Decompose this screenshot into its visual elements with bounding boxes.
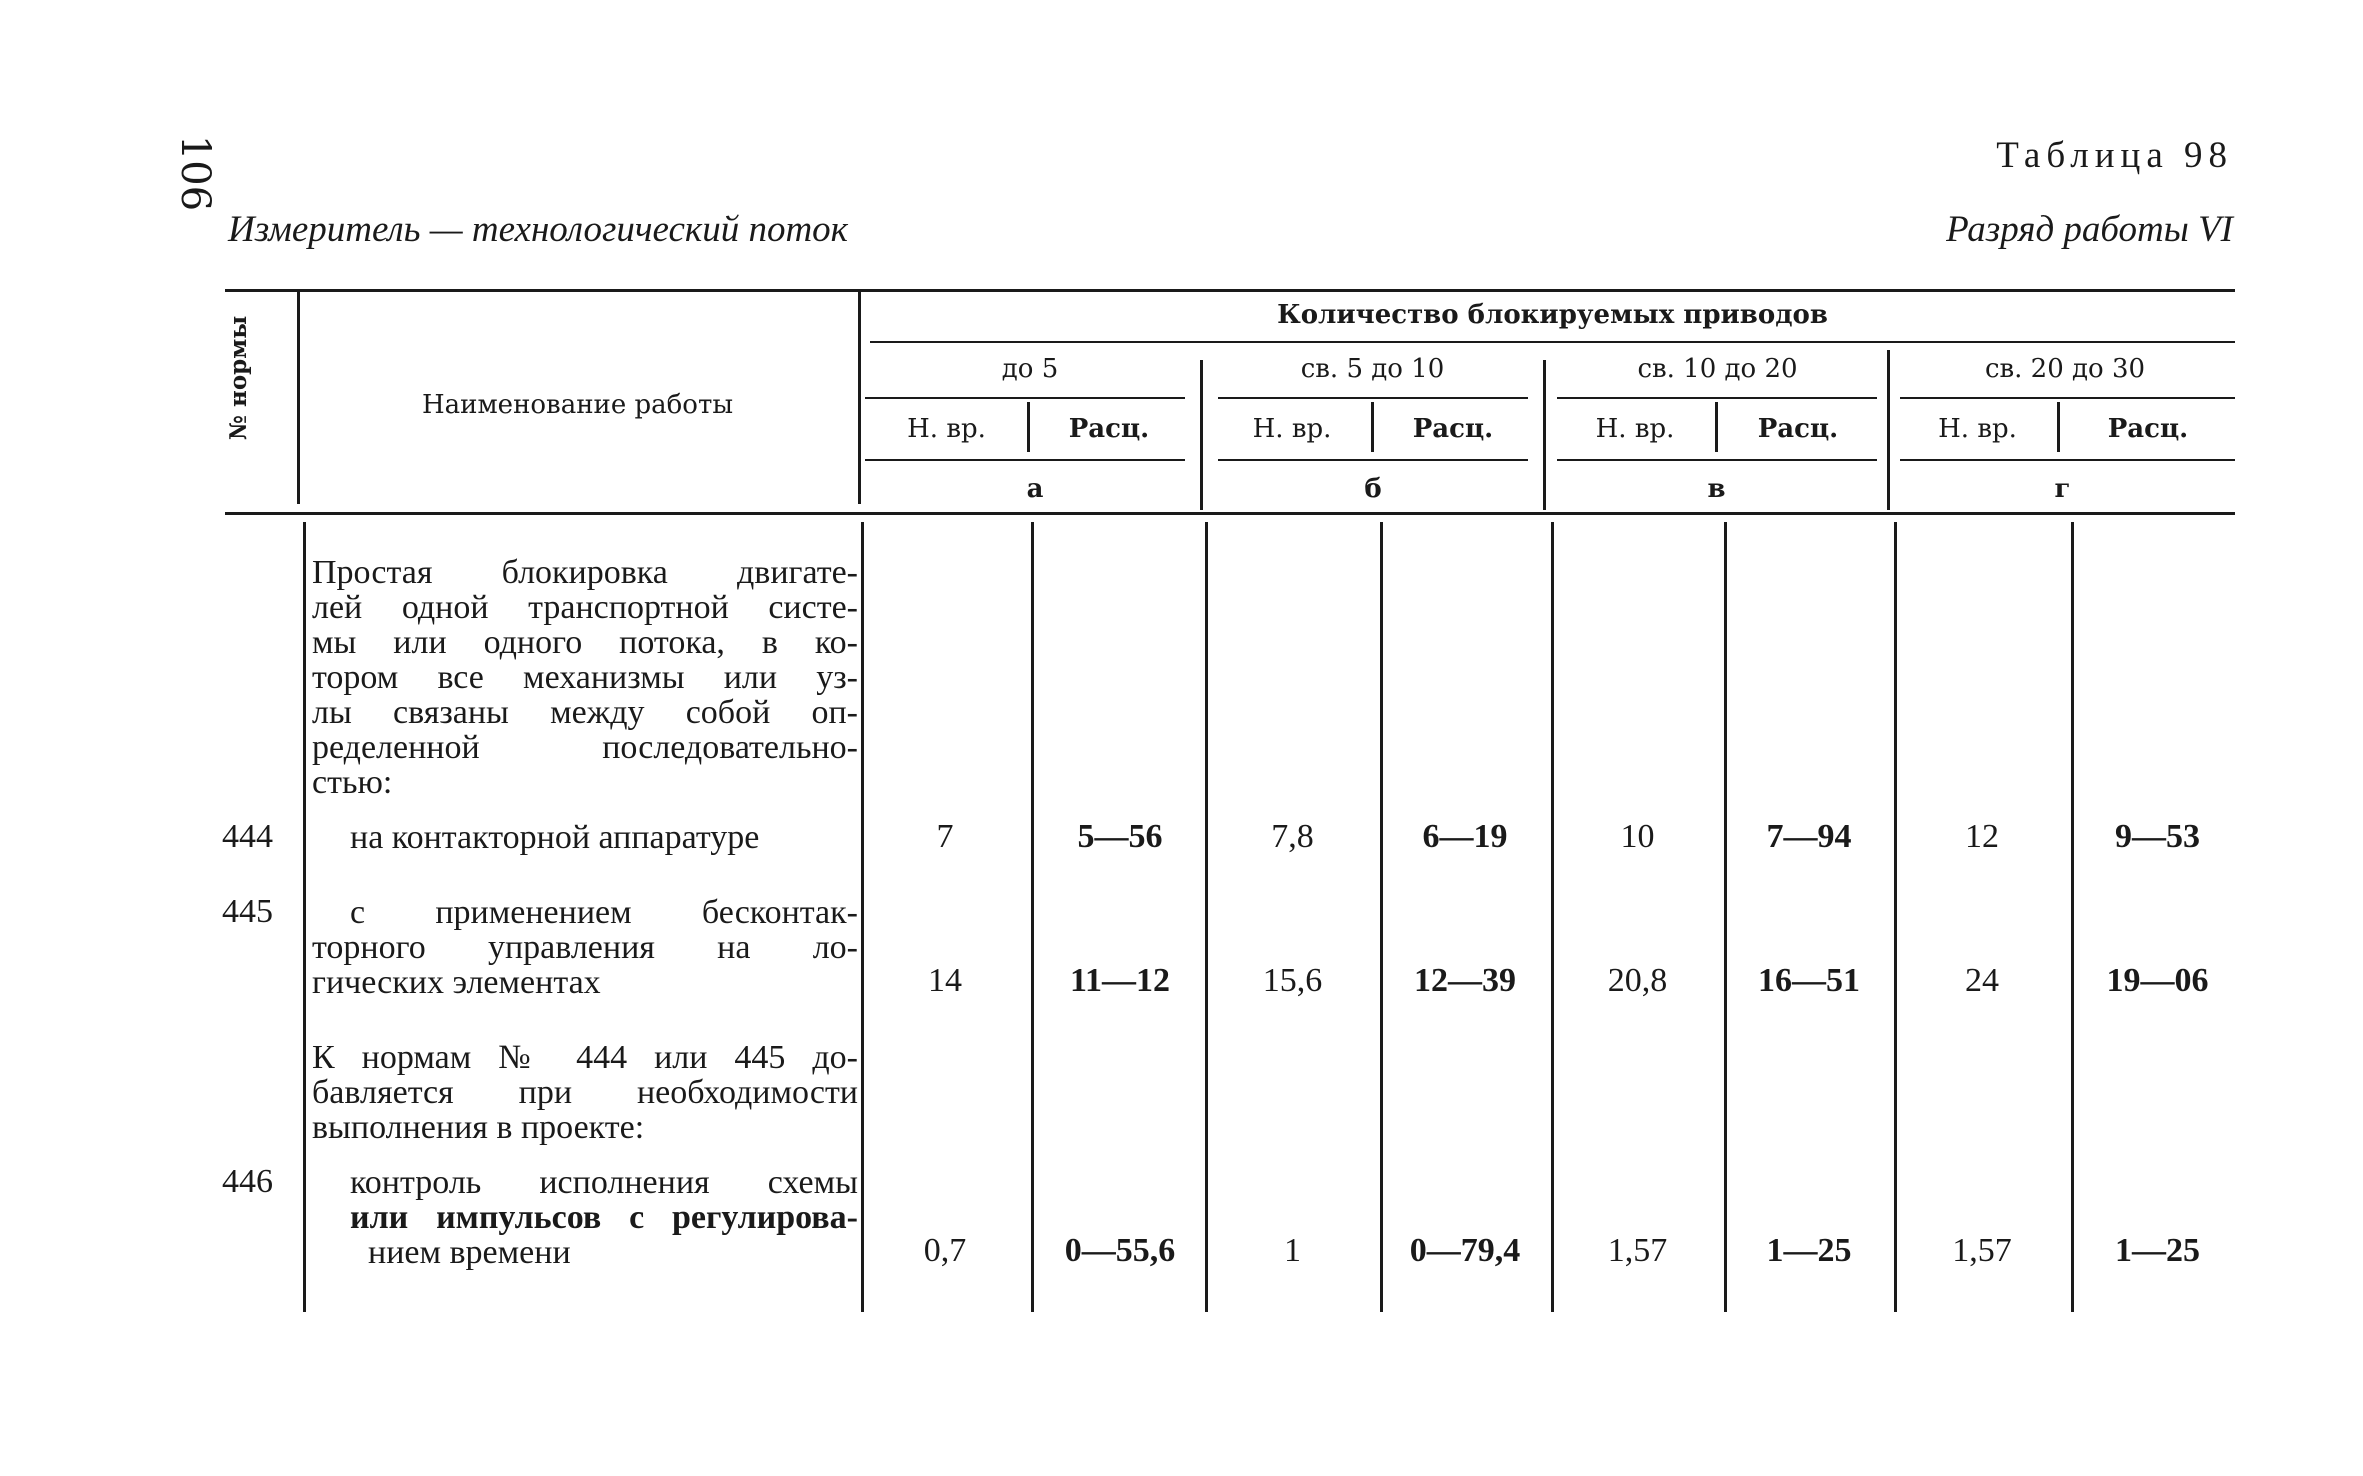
body-divider-vg xyxy=(1894,522,1897,1312)
sub-divider-a xyxy=(1027,402,1030,452)
time-cell-b: 7,8 xyxy=(1271,818,1314,855)
rate-cell-g: 9—53 xyxy=(2115,818,2200,855)
letter-rule-b xyxy=(1218,459,1528,461)
rate-cell-a: 5—56 xyxy=(1077,818,1163,855)
body-divider-b xyxy=(1380,522,1383,1312)
rate-cell-a: 0—55,6 xyxy=(1064,1232,1176,1269)
body-divider-bv xyxy=(1551,522,1554,1312)
table-top-rule xyxy=(225,289,2235,292)
name-column-header: Наименование работы xyxy=(421,390,734,420)
row-number: 444 xyxy=(222,818,273,855)
time-header-g: Н. вр. xyxy=(1938,414,2017,444)
rate-cell-g: 1—25 xyxy=(2115,1232,2200,1269)
rate-header-v: Расц. xyxy=(1757,414,1839,444)
intro-line: стью: xyxy=(312,764,393,801)
note-line: бавляется при необходимости xyxy=(312,1074,858,1111)
letter-rule-g xyxy=(1900,459,2235,461)
rate-cell-a: 11—12 xyxy=(1069,962,1171,999)
group-letter-a: а xyxy=(1026,474,1044,504)
time-cell-g: 24 xyxy=(1965,962,1999,999)
row-name-line: гических элементах xyxy=(312,964,601,1001)
note-line: выполнения в проекте: xyxy=(312,1109,645,1146)
rate-header-b: Расц. xyxy=(1412,414,1494,444)
rate-cell-b: 6—19 xyxy=(1422,818,1508,855)
letter-rule-v xyxy=(1557,459,1877,461)
body-divider-name-right xyxy=(861,522,864,1312)
rate-header-a: Расц. xyxy=(1068,414,1150,444)
body-divider-a xyxy=(1031,522,1034,1312)
time-cell-a: 14 xyxy=(928,962,962,999)
row-name-line: с применением бесконтак- xyxy=(350,894,858,931)
intro-line: Простая блокировка двигате- xyxy=(312,554,858,591)
note-line: К нормам № 444 или 445 до- xyxy=(312,1039,858,1076)
group-label-v: св. 10 до 20 xyxy=(1637,354,1798,384)
page-number: 106 xyxy=(172,134,218,212)
time-header-b: Н. вр. xyxy=(1252,414,1332,444)
row-name-line: торного управления на ло- xyxy=(312,929,858,966)
group-letter-g: г xyxy=(2054,474,2071,504)
letter-rule-a xyxy=(865,459,1185,461)
sub-rule-v xyxy=(1557,397,1877,399)
header-bottom-rule xyxy=(225,512,2235,515)
row-name-line: или импульсов с регулирова- xyxy=(350,1199,858,1236)
intro-line: лы связаны между собой оп- xyxy=(312,694,858,731)
sub-divider-g xyxy=(2057,402,2060,452)
time-cell-v: 10 xyxy=(1620,818,1655,855)
group-letter-b: б xyxy=(1364,474,1382,504)
sub-rule-b xyxy=(1218,397,1528,399)
row-name xyxy=(312,894,858,1001)
number-column-header: № нормы xyxy=(225,315,252,440)
intro-line: лей одной транспортной систе- xyxy=(312,589,858,626)
row-number: 445 xyxy=(222,893,273,930)
body-divider-name-left xyxy=(303,522,306,1312)
time-cell-v: 1,57 xyxy=(1607,1232,1668,1269)
row-name-line: на контакторной аппаратуре xyxy=(350,819,760,856)
time-header-v: Н. вр. xyxy=(1595,414,1675,444)
time-header-a: Н. вр. xyxy=(907,414,986,444)
sub-divider-v xyxy=(1715,402,1718,452)
body-divider-v xyxy=(1724,522,1727,1312)
rate-header-g: Расц. xyxy=(2107,414,2189,444)
rate-cell-b: 0—79,4 xyxy=(1409,1232,1521,1269)
table-title: Таблица 98 xyxy=(1996,135,2233,176)
time-cell-b: 1 xyxy=(1284,1232,1301,1269)
rate-cell-g: 19—06 xyxy=(2106,962,2209,999)
row-number: 446 xyxy=(222,1163,273,1200)
measure-caption: Измеритель — технологический поток xyxy=(228,209,848,250)
time-cell-b: 15,6 xyxy=(1262,962,1323,999)
sub-rule-g xyxy=(1900,397,2235,399)
group-title: Количество блокируемых приводов xyxy=(1277,300,1828,330)
time-cell-a: 7 xyxy=(936,818,954,855)
body-divider-ab xyxy=(1205,522,1208,1312)
group-title-rule xyxy=(870,341,2235,343)
group-label-b: св. 5 до 10 xyxy=(1300,354,1445,384)
rate-cell-b: 12—39 xyxy=(1414,962,1516,999)
group-label-a: до 5 xyxy=(1001,354,1059,384)
sub-rule-a xyxy=(865,397,1185,399)
grade-caption: Разряд работы VI xyxy=(1946,209,2233,250)
body-divider-g xyxy=(2071,522,2074,1312)
time-cell-a: 0,7 xyxy=(923,1232,967,1269)
row-name-line: контроль исполнения схемы xyxy=(350,1164,858,1201)
note-paragraph xyxy=(312,1040,858,1145)
group-label-g: св. 20 до 30 xyxy=(1984,354,2146,384)
header-divider-2 xyxy=(858,292,861,504)
intro-line: ределенной последовательно- xyxy=(312,729,858,766)
rate-cell-v: 16—51 xyxy=(1758,962,1860,999)
row-name-line: нием времени xyxy=(368,1234,571,1271)
row-name xyxy=(350,1165,858,1270)
group-letter-v: в xyxy=(1707,474,1726,504)
time-cell-g: 1,57 xyxy=(1952,1232,2012,1269)
intro-line: тором все механизмы или уз- xyxy=(312,659,858,696)
intro-paragraph xyxy=(312,555,858,800)
intro-line: мы или одного потока, в ко- xyxy=(312,624,858,661)
rate-cell-v: 1—25 xyxy=(1766,1232,1852,1269)
rate-cell-v: 7—94 xyxy=(1766,818,1852,855)
sub-divider-b xyxy=(1371,402,1374,452)
row-name xyxy=(350,820,850,855)
time-cell-g: 12 xyxy=(1965,818,1999,855)
time-cell-v: 20,8 xyxy=(1607,962,1668,999)
